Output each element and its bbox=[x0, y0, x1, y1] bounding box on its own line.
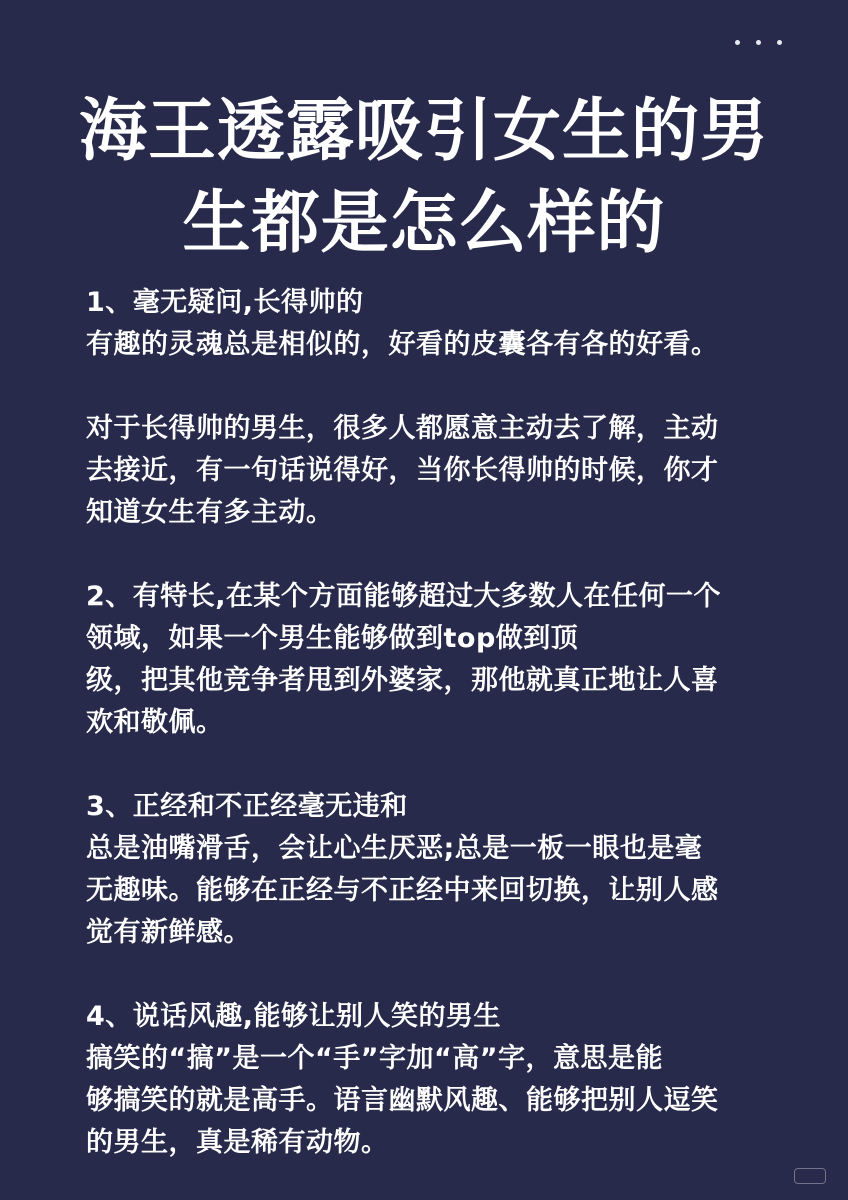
paragraph-line: 总是油嘴滑舌，会让心生厌恶;总是一板一眼也是毫 bbox=[86, 833, 703, 864]
section-heading: 3、正经和不正经毫无违和 bbox=[86, 791, 408, 822]
paragraph-line: 无趣味。能够在正经与不正经中来回切换，让别人感 bbox=[86, 875, 719, 906]
paragraph-line: 欢和敬佩。 bbox=[86, 707, 224, 738]
dot-icon bbox=[735, 40, 740, 45]
title-line-2: 生都是怎么样的 bbox=[182, 184, 666, 263]
section-spacer bbox=[86, 954, 786, 996]
paragraph-line: 级，把其他竞争者甩到外婆家，那他就真正地让人喜 bbox=[86, 665, 719, 696]
article-body bbox=[86, 282, 786, 1164]
paragraph-line: 知道女生有多主动。 bbox=[86, 497, 334, 528]
title-line-1: 海王透露吸引女生的男 bbox=[78, 92, 769, 171]
watermark-logo bbox=[794, 1168, 826, 1184]
paragraph-line: 去接近，有一句话说得好，当你长得帅的时候，你才 bbox=[86, 455, 719, 486]
paragraph-line: 的男生，真是稀有动物。 bbox=[86, 1127, 389, 1158]
page-title bbox=[0, 86, 848, 270]
section-heading: 4、说话风趣,能够让别人笑的男生 bbox=[86, 1001, 502, 1032]
paragraph-line: 够搞笑的就是高手。语言幽默风趣、能够把别人逗笑 bbox=[86, 1085, 719, 1116]
paragraph-line: 对于长得帅的男生，很多人都愿意主动去了解，主动 bbox=[86, 413, 719, 444]
section-spacer bbox=[86, 744, 786, 786]
paragraph-line: 有趣的灵魂总是相似的，好看的皮囊各有各的好看。 bbox=[86, 329, 719, 360]
paragraph-line: 觉有新鲜感。 bbox=[86, 917, 251, 948]
paragraph-line: 搞笑的“搞”是一个“手”字加“高”字，意思是能 bbox=[86, 1043, 663, 1074]
dot-icon bbox=[756, 40, 761, 45]
paragraph-spacer bbox=[86, 366, 786, 408]
section-heading: 2、有特长,在某个方面能够超过大多数人在任何一个 bbox=[86, 581, 722, 612]
section-spacer bbox=[86, 534, 786, 576]
dot-icon bbox=[777, 40, 782, 45]
paragraph-line: 领域，如果一个男生能够做到top做到顶 bbox=[86, 623, 579, 654]
more-options-icon[interactable] bbox=[735, 40, 782, 45]
section-heading: 1、毫无疑问,长得帅的 bbox=[86, 287, 364, 318]
